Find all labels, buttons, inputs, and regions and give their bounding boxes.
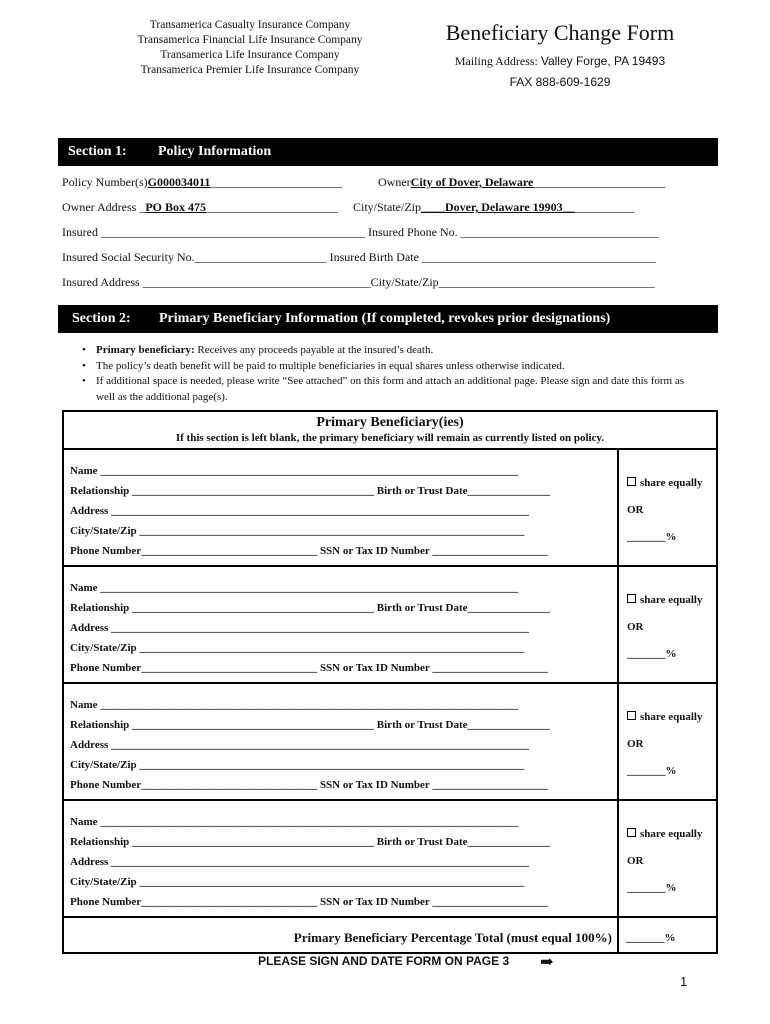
- table-subtitle: If this section is left blank, the primary beneficiary will remain as currently listed on policy.: [175, 432, 605, 444]
- section2-header: [58, 305, 718, 333]
- policy-number-value: G000034011: [147, 175, 211, 189]
- share-equally-option[interactable]: [627, 828, 702, 840]
- company-list: [110, 18, 390, 78]
- address-field[interactable]: Address ____________________________________________________________________________: [70, 739, 530, 751]
- checkbox-icon[interactable]: [627, 711, 636, 720]
- share-equally-label: share equally: [640, 828, 703, 840]
- percent-field[interactable]: _______%: [627, 531, 677, 543]
- policy-number-field[interactable]: [62, 175, 342, 190]
- fax-number: FAX 888-609-1629: [509, 75, 611, 89]
- instructions-list: [82, 343, 692, 405]
- owner-city-state-zip-field[interactable]: [353, 200, 635, 215]
- percentage-total-row: [64, 916, 716, 952]
- owner-label: Owner: [378, 175, 411, 189]
- share-options: [619, 565, 718, 682]
- right-arrow-icon: ➡: [540, 954, 554, 971]
- page-number: 1: [680, 974, 688, 989]
- or-label: OR: [627, 855, 644, 867]
- relationship-field[interactable]: Relationship ____________________________________________ Birth or Trust Date_______________: [70, 719, 551, 731]
- form-title: Beneficiary Change Form: [445, 20, 675, 45]
- divider: [617, 916, 619, 952]
- csz-value: ____Dover, Delaware 19903__: [421, 200, 575, 214]
- instruction-item: [82, 343, 692, 359]
- or-label: OR: [627, 621, 644, 633]
- beneficiary-block: [64, 682, 716, 801]
- instruction-item: • The policy’s death benefit will be paid to multiple beneficiaries in equal shares unless otherwise indicated.: [82, 359, 692, 375]
- share-equally-option[interactable]: [627, 594, 702, 606]
- company-name: Transamerica Financial Life Insurance Company: [137, 34, 363, 46]
- percent-field[interactable]: _______%: [627, 882, 677, 894]
- mailing-address: [430, 54, 690, 69]
- share-equally-label: share equally: [640, 594, 703, 606]
- share-options: [619, 799, 718, 916]
- primary-beneficiary-table: [62, 410, 718, 954]
- checkbox-icon[interactable]: [627, 828, 636, 837]
- checkbox-icon[interactable]: [627, 477, 636, 486]
- share-equally-label: share equally: [640, 477, 703, 489]
- mailing-value: Valley Forge, PA 19493: [540, 54, 666, 68]
- percentage-total-field[interactable]: _______%: [626, 932, 676, 944]
- company-name: Transamerica Life Insurance Company: [160, 49, 340, 61]
- city-state-zip-field[interactable]: City/State/Zip ______________________________________________________________________: [70, 525, 525, 537]
- fill-line: ______________________: [533, 175, 666, 189]
- or-label: OR: [627, 504, 644, 516]
- phone-ssn-field[interactable]: Phone Number________________________________ SSN or Tax ID Number _____________________: [70, 779, 548, 791]
- name-field[interactable]: Name ____________________________________________________________________________: [70, 699, 519, 711]
- phone-ssn-field[interactable]: Phone Number________________________________ SSN or Tax ID Number _____________________: [70, 545, 548, 557]
- share-options: [619, 682, 718, 799]
- or-label: OR: [627, 738, 644, 750]
- fill-line: ______________________: [206, 200, 338, 214]
- city-state-zip-field[interactable]: City/State/Zip ______________________________________________________________________: [70, 759, 525, 771]
- phone-ssn-field[interactable]: Phone Number________________________________ SSN or Tax ID Number _____________________: [70, 896, 548, 908]
- city-state-zip-field[interactable]: City/State/Zip ______________________________________________________________________: [70, 642, 525, 654]
- beneficiary-fields: [64, 565, 619, 682]
- owner-address-label: Owner Address _: [62, 200, 146, 214]
- beneficiary-fields: [64, 448, 619, 565]
- beneficiary-block: [64, 799, 716, 918]
- share-equally-option[interactable]: [627, 711, 702, 723]
- checkbox-icon[interactable]: [627, 594, 636, 603]
- address-field[interactable]: Address ____________________________________________________________________________: [70, 622, 530, 634]
- csz-label: City/State/Zip: [353, 200, 421, 214]
- owner-address-field[interactable]: [62, 200, 338, 215]
- policy-number-label: Policy Number(s): [62, 175, 148, 189]
- share-options: [619, 448, 718, 565]
- name-field[interactable]: Name ____________________________________________________________________________: [70, 465, 519, 477]
- sign-date-note: PLEASE SIGN AND DATE FORM ON PAGE 3: [258, 954, 510, 968]
- insured-address-field[interactable]: Insured Address ______________________________________City/State/Zip____________________________________: [62, 275, 655, 289]
- address-field[interactable]: Address ____________________________________________________________________________: [70, 856, 530, 868]
- instruction-text: Receives any proceeds payable at the insured’s death.: [194, 344, 434, 356]
- share-equally-option[interactable]: [627, 477, 702, 489]
- company-name: Transamerica Casualty Insurance Company: [149, 19, 351, 31]
- share-equally-label: share equally: [640, 711, 703, 723]
- beneficiary-fields: [64, 799, 619, 916]
- table-title: Primary Beneficiary(ies): [316, 415, 464, 430]
- relationship-field[interactable]: Relationship ____________________________________________ Birth or Trust Date_______________: [70, 485, 551, 497]
- insured-ssn-field[interactable]: Insured Social Security No.______________________ Insured Birth Date _______________________________________: [62, 250, 656, 264]
- instruction-bold: Primary beneficiary:: [96, 344, 195, 356]
- section2-title: Primary Beneficiary Information (If completed, revokes prior designations): [159, 311, 611, 326]
- owner-address-value: PO Box 475: [145, 200, 206, 214]
- insured-field[interactable]: Insured ____________________________________________ Insured Phone No. _________________________________: [62, 225, 659, 239]
- instruction-item: • If additional space is needed, please write “See attached” on this form and attach an additional page. Please sign and date this form as well as the additional page(s).: [82, 374, 692, 405]
- owner-value: City of Dover, Delaware: [410, 175, 534, 189]
- percent-field[interactable]: _______%: [627, 648, 677, 660]
- section1-header: [58, 138, 718, 166]
- phone-ssn-field[interactable]: Phone Number________________________________ SSN or Tax ID Number _____________________: [70, 662, 548, 674]
- percent-field[interactable]: _______%: [627, 765, 677, 777]
- name-field[interactable]: Name ____________________________________________________________________________: [70, 816, 519, 828]
- fill-line: ______________________: [210, 175, 343, 189]
- table-header: [64, 412, 716, 450]
- beneficiary-block: [64, 565, 716, 684]
- relationship-field[interactable]: Relationship ____________________________________________ Birth or Trust Date_______________: [70, 836, 551, 848]
- beneficiary-block: [64, 448, 716, 567]
- section2-number: Section 2:: [72, 311, 131, 326]
- relationship-field[interactable]: Relationship ____________________________________________ Birth or Trust Date_______________: [70, 602, 551, 614]
- company-name: Transamerica Premier Life Insurance Company: [140, 64, 360, 76]
- address-field[interactable]: Address ____________________________________________________________________________: [70, 505, 530, 517]
- mailing-label: Mailing Address:: [454, 54, 538, 68]
- owner-field[interactable]: [378, 175, 665, 190]
- beneficiary-fields: [64, 682, 619, 799]
- section1-number: Section 1:: [68, 144, 127, 159]
- fill-line: __________: [574, 200, 635, 214]
- section1-title: Policy Information: [158, 144, 272, 159]
- city-state-zip-field[interactable]: City/State/Zip ______________________________________________________________________: [70, 876, 525, 888]
- name-field[interactable]: Name ____________________________________________________________________________: [70, 582, 519, 594]
- percentage-total-label: Primary Beneficiary Percentage Total (must equal 100%): [293, 930, 612, 945]
